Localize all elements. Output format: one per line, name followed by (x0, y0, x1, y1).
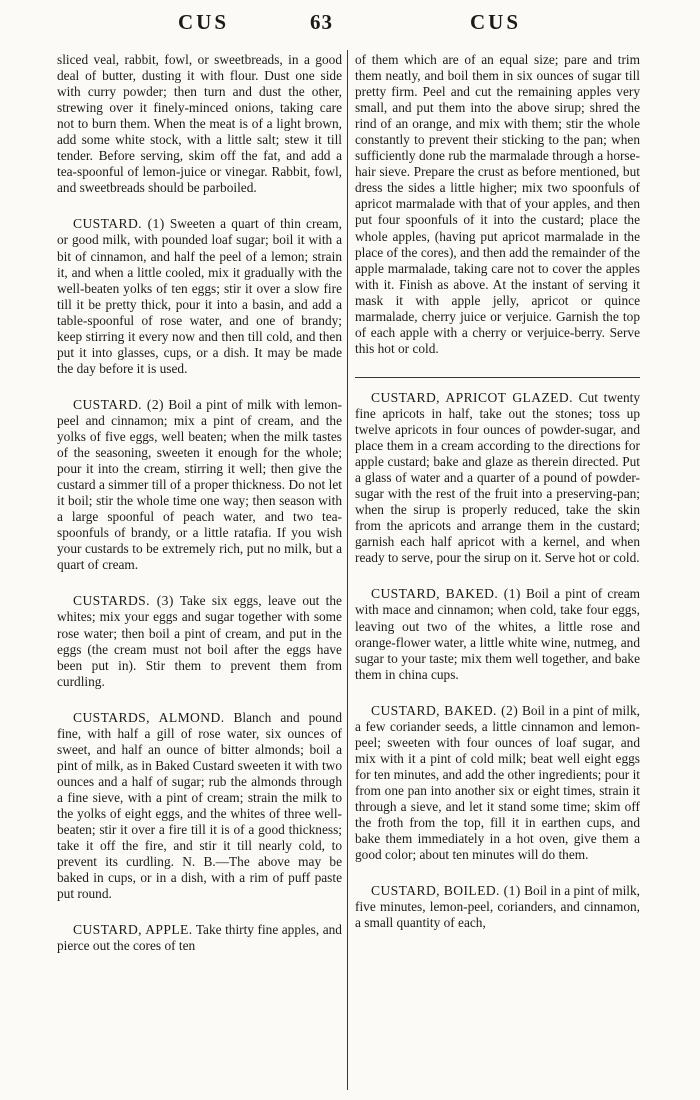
recipe-entry (355, 52, 640, 357)
recipe-heading: CUSTARDS. (3) (73, 593, 174, 609)
recipe-entry (57, 922, 342, 954)
recipe-entry (57, 593, 342, 689)
recipe-text: Blanch and pound fine, with half a gill of rose water, six ounces of sweet, and half an ounce of bitter almonds; boil a pint of milk, as in Baked Custard sweeten it with two ounces and a half of sugar; rub the almonds through a fine sieve, with a pint of cream; strain the milk to the yolks of eight eggs, and the whites of three well-beaten; stir it over a fire till it is of a good thickness; take it off the fire, and stir it till nearly cold, to prevent its curdling. N. B.—The above may be baked in cups, or in a dish, with a rim of puff paste put round. (57, 709, 342, 902)
recipe-text: Take six eggs, leave out the whites; mix your eggs and sugar together with some rose water; then boil a pint of cream, and put in the eggs (the cream must not boil after the eggs have been put in). Stir them to prevent them from curdling. (57, 593, 342, 689)
recipe-text: Boil a pint of milk with lemon-peel and cinnamon; mix a pint of cream, and the yolks of five eggs, well beaten; when the milk tastes of the seasoning, sweeten it enough for the whole; pour it into the cream, stirring it well; then give the custard a simmer till of a proper thickness. Do not let it boil; stir the whole time one way; then season with a large spoonful of peach water, and two tea-spoonfuls of brandy, or a little ratafia. If you wish your custards to be extremely rich, put no milk, but a quart of cream. (57, 396, 342, 573)
left-column (57, 52, 342, 954)
recipe-entry (57, 710, 342, 903)
recipe-text: Boil in a pint of milk, five minutes, lemon-peel, corianders, and cinnamon, a small quantity of each, (355, 883, 640, 931)
header-left-guide-word: CUS (178, 10, 230, 34)
recipe-entry (57, 52, 342, 196)
recipe-heading: CUSTARD, BAKED. (1) (371, 586, 521, 602)
recipe-heading: CUSTARD, APPLE. (73, 922, 193, 938)
recipe-entry (355, 703, 640, 863)
recipe-heading: CUSTARD, BOILED. (1) (371, 883, 521, 899)
recipe-text: Cut twenty fine apricots in half, take out the stones; toss up twelve apricots in four ounces of powder-sugar, and place them in a cream according to the directions for apple custard; bake and glaze as therein directed. Put a glass of water and a quarter of a pound of powder-sugar with the rest of the fruit into a preserving-pan; when the sirup is properly reduced, take the skin from the apricots and arrange them in the custard; garnish each half apricot with a kernel, and when ready to serve, pour the sirup on it. Serve hot or cold. (355, 389, 640, 566)
recipe-heading: CUSTARDS, ALMOND. (73, 709, 225, 725)
recipe-entry (355, 586, 640, 682)
recipe-heading: CUSTARD. (1) (73, 216, 165, 232)
recipe-entry (355, 883, 640, 931)
recipe-text: Boil a pint of cream with mace and cinnamon; when cold, take four eggs, leaving out two of the whites, a little rose and orange-flower water, a little white wine, nutmeg, and sugar to your taste; mix them well together, and bake them in china cups. (355, 586, 640, 682)
column-divider (347, 50, 348, 1090)
recipe-heading: CUSTARD, BAKED. (2) (371, 702, 519, 718)
recipe-heading: CUSTARD. (2) (73, 396, 164, 412)
page-number: 63 (310, 10, 333, 34)
section-divider (355, 377, 640, 378)
recipe-entry (57, 397, 342, 574)
recipe-entry (355, 390, 640, 567)
header-right-guide-word: CUS (470, 10, 522, 34)
running-header (0, 6, 700, 36)
right-column (355, 52, 640, 931)
recipe-text: Sweeten a quart of thin cream, or good milk, with pounded loaf sugar; boil it with a bit of cinnamon, and half the peel of a lemon; strain it, and when a little cooled, mix it gradually with the well-beaten yolks of ten eggs; stir it over a slow fire till it be pretty thick, pour it into a basin, and add a table-spoonful of rose water, and one of brandy; keep stirring it every now and then till cold, and then put it into glasses, cups, or a dish. It may be made the day before it is used. (57, 216, 342, 376)
recipe-entry (57, 216, 342, 376)
recipe-text: Take thirty fine apples, and pierce out the cores of ten (57, 922, 342, 954)
recipe-text: Boil in a pint of milk, a few coriander seeds, a little cinnamon and lemon-peel; sweeten with four ounces of loaf sugar, and mix with it a pint of cold milk; beat well eight eggs for ten minutes, and add the other ingredients; pour it from one pan into another six or eight times, strain it through a sieve, and let it stand some time; skim off the froth from the top, fill it in earthen cups, and bake them immediately in a hot oven, give them a good color; about ten minutes will do them. (355, 702, 640, 863)
recipe-heading: CUSTARD, APRICOT GLAZED. (371, 389, 573, 405)
recipe-text: sliced veal, rabbit, fowl, or sweetbreads, in a good deal of butter, dusting it with flour. Dust one side with curry powder; then turn and dust the other, strewing over it finely-minced onions, taking care not to burn them. When the meat is of a light brown, add some white stock, with a little salt; stew it till tender. Before serving, skim off the fat, and add a tea-spoonful of lemon-juice or vinegar. Rabbit, fowl, and sweetbreads should be parboiled. (57, 52, 342, 196)
recipe-text: of them which are of an equal size; pare and trim them neatly, and boil them in six ounces of sugar till pretty firm. Peel and cut the remaining apples very small, and put them into the above sirup; shred the rind of an orange, and mix with them; stir the whole constantly to prevent their sticking to the pan; when sufficiently done rub the marmalade through a horse-hair sieve. Prepare the crust as before mentioned, but dress the sides a little higher; mix two spoonfuls of apricot marmalade with that of your apples, and then put four spoonfuls of it into the custard; place the whole apples, (having put apricot marmalade in the place of the cores), and then add the remainder of the apple marmalade, taking care not to cover the apples with it. Finish as above. At the instant of serving it mask it with apple jelly, apricot or quince marmalade, cherry juice or verjuice. Garnish the top of each apple with a cherry or verjuice-berry. Serve this hot or cold. (355, 52, 640, 356)
